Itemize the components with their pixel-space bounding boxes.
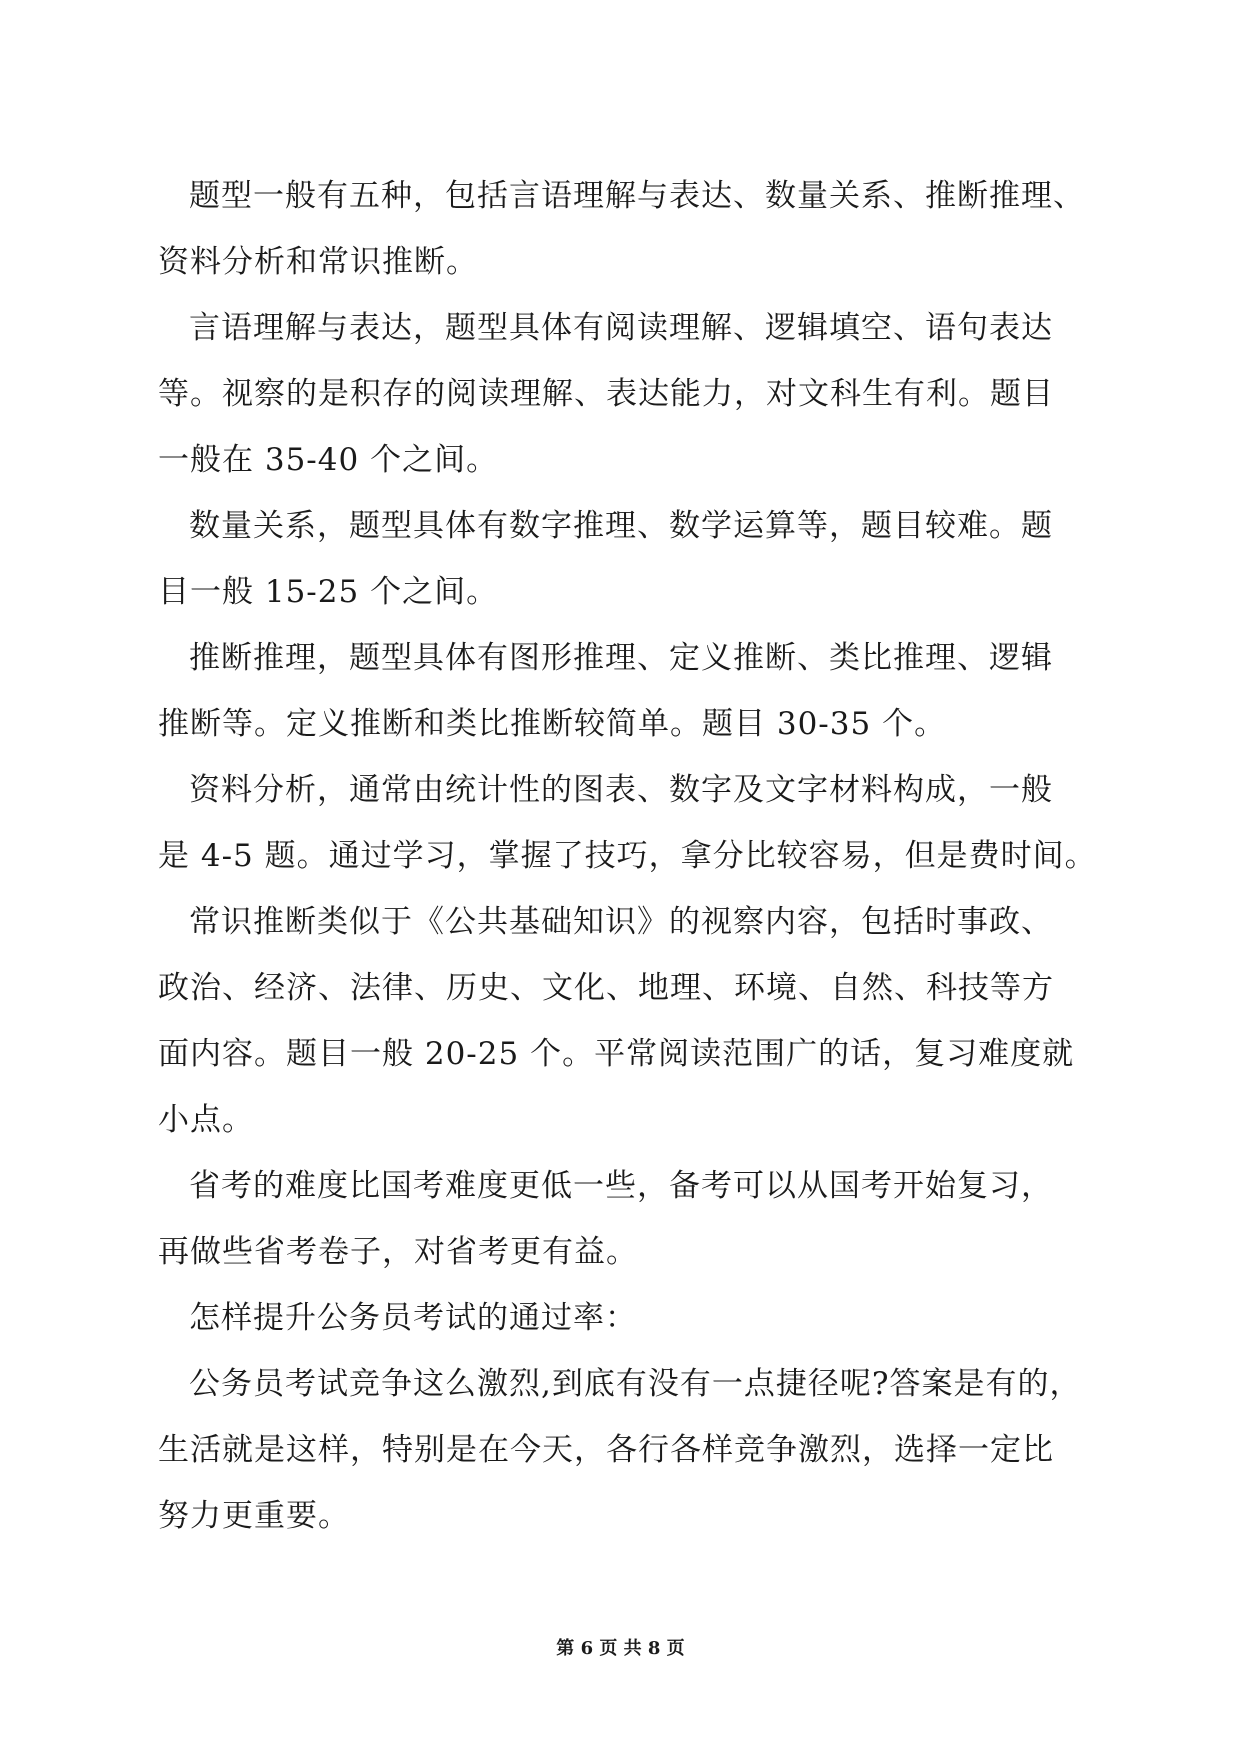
text-line: 资料分析，通常由统计性的图表、数字及文字材料构成，一般 — [189, 772, 1053, 808]
text-line: 数量关系，题型具体有数字推理、数学运算等，题目较难。题 — [189, 508, 1053, 544]
text-line: 推断推理，题型具体有图形推理、定义推断、类比推理、逻辑 — [189, 640, 1053, 676]
text-line: 常识推断类似于《公共基础知识》的视察内容，包括时事政、 — [189, 904, 1053, 940]
text-line: 推断等。定义推断和类比推断较简单。题目 30-35 个。 — [158, 706, 947, 742]
text-line: 等。视察的是积存的阅读理解、表达能力，对文科生有利。题目 — [158, 376, 1054, 412]
text-line: 公务员考试竞争这么激烈,到底有没有一点捷径呢?答案是有的， — [189, 1366, 1082, 1402]
text-line: 题型一般有五种，包括言语理解与表达、数量关系、推断推理、 — [189, 178, 1085, 214]
body-text — [158, 176, 1120, 1562]
text-line: 怎样提升公务员考试的通过率： — [189, 1300, 637, 1336]
text-line: 资料分析和常识推断。 — [158, 244, 478, 280]
text-line: 一般在 35-40 个之间。 — [158, 442, 499, 478]
text-line: 目一般 15-25 个之间。 — [158, 574, 499, 610]
text-line: 生活就是这样，特别是在今天，各行各样竞争激烈，选择一定比 — [158, 1432, 1054, 1468]
text-line: 再做些省考卷子，对省考更有益。 — [158, 1234, 638, 1270]
text-line: 言语理解与表达，题型具体有阅读理解、逻辑填空、语句表达 — [189, 310, 1053, 346]
text-line: 面内容。题目一般 20-25 个。平常阅读范围广的话，复习难度就 — [158, 1036, 1075, 1072]
text-line: 政治、经济、法律、历史、文化、地理、环境、自然、科技等方 — [158, 970, 1054, 1006]
page-number-footer: 第 6 页 共 8 页 — [556, 1638, 685, 1659]
text-line: 小点。 — [158, 1102, 254, 1138]
text-line: 省考的难度比国考难度更低一些，备考可以从国考开始复习， — [189, 1168, 1053, 1204]
text-line: 是 4-5 题。通过学习，掌握了技巧，拿分比较容易，但是费时间。 — [158, 838, 1097, 874]
text-line: 努力更重要。 — [158, 1498, 350, 1534]
